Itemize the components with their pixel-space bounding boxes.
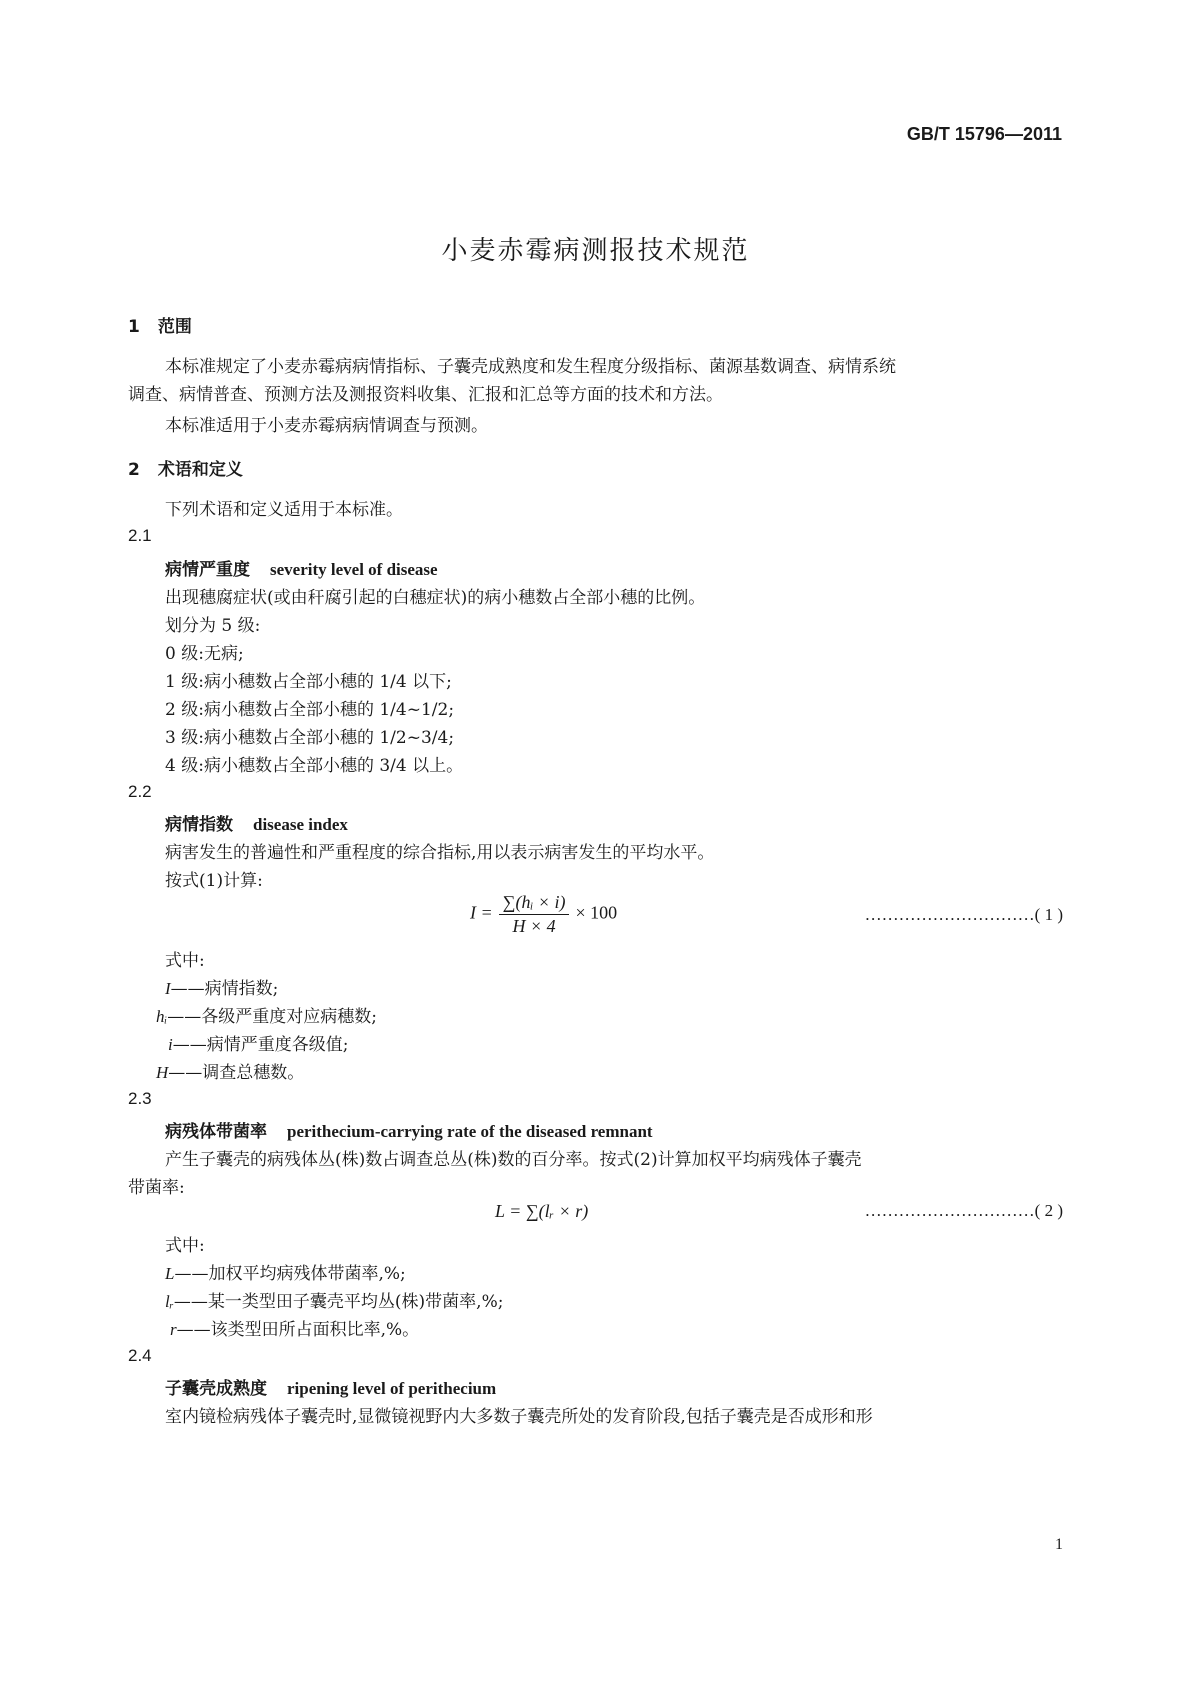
section-2-heading [128,455,243,480]
formula-numerator: ∑(hᵢ × i) [499,892,570,915]
term-english: ripening level of perithecium [287,1379,497,1398]
list-item: 4 级:病小穗数占全部小穗的 3/4 以上。 [165,756,464,776]
variable-definition [156,1002,377,1027]
term-heading [165,1374,496,1399]
paragraph: 本标准规定了小麦赤霉病病情指标、子囊壳成熟度和发生程度分级指标、菌源基数调查、病情系统 [165,357,896,377]
term-english: perithecium-carrying rate of the diseased remnant [287,1122,653,1141]
variable-symbol: hᵢ [156,1007,168,1026]
section-title: 术语和定义 [157,460,243,480]
equation-number: …………………………( 2 ) [864,1201,1063,1220]
term-english: severity level of disease [270,560,438,579]
formula-lhs: I = [470,902,493,923]
variable-definition [165,1287,503,1312]
variable-definition [170,1315,419,1340]
list-item: 3 级:病小穗数占全部小穗的 1/2~3/4; [165,728,455,748]
clause-number: 2.3 [128,1089,152,1108]
section-title: 范围 [157,317,192,337]
page-number: 1 [1055,1536,1063,1553]
term-heading [165,555,438,580]
formula-denominator: H × 4 [512,916,556,936]
term-heading [165,1117,653,1142]
variable-definition [156,1058,304,1083]
variable-definition [165,974,278,999]
section-number: 2 [128,460,140,480]
variable-symbol: H [156,1063,169,1082]
standard-code: GB/T 15796—2011 [906,124,1062,144]
clause-number: 2.4 [128,1346,152,1365]
formula-1 [470,892,617,937]
clause-number: 2.1 [128,526,152,545]
variable-symbol: I [165,979,171,998]
variable-description: ——调查总穗数。 [168,1063,305,1083]
variable-description: ——各级严重度对应病穗数; [167,1007,377,1027]
definition: 出现穗腐症状(或由秆腐引起的白穗症状)的病小穗数占全部小穗的比例。 [165,588,706,608]
term-chinese: 病情指数 [165,815,233,835]
section-number: 1 [128,317,140,337]
list-item: 1 级:病小穗数占全部小穗的 1/4 以下; [165,672,452,692]
document-title: 小麦赤霉病测报技术规范 [441,236,750,266]
term-heading [165,810,348,835]
variable-symbol: r [170,1320,177,1339]
clause-number: 2.2 [128,782,152,801]
list-item: 0 级:无病; [165,644,244,664]
variable-description: ——某一类型田子囊壳平均丛(株)带菌率,%; [173,1292,504,1312]
definition: 产生子囊壳的病残体丛(株)数占调查总丛(株)数的百分率。按式(2)计算加权平均病残体子囊壳 [165,1150,862,1170]
paragraph: 按式(1)计算: [165,871,263,891]
definition: 带菌率: [128,1178,185,1198]
variable-description: ——该类型田所占面积比率,%。 [176,1320,420,1340]
variable-definition [165,1259,406,1284]
paragraph: 下列术语和定义适用于本标准。 [165,500,403,520]
where-label: 式中: [165,951,205,971]
where-label: 式中: [165,1236,205,1256]
variable-symbol: i [168,1035,173,1054]
paragraph: 划分为 5 级: [165,616,261,636]
variable-definition [168,1030,348,1055]
formula-2: L = ∑(lᵣ × r) [495,1201,589,1221]
definition: 室内镜检病残体子囊壳时,显微镜视野内大多数子囊壳所处的发育阶段,包括子囊壳是否成形和形 [165,1407,873,1427]
variable-description: ——病情严重度各级值; [172,1035,349,1055]
term-chinese: 病残体带菌率 [165,1122,267,1142]
variable-symbol: lᵣ [165,1292,174,1311]
variable-symbol: L [165,1264,175,1283]
formula-fraction [499,892,570,937]
equation-number: …………………………( 1 ) [864,905,1063,924]
paragraph: 本标准适用于小麦赤霉病病情调查与预测。 [165,416,488,436]
formula-rhs: × 100 [575,902,618,923]
term-chinese: 病情严重度 [165,560,250,580]
variable-description: ——加权平均病残体带菌率,%; [174,1264,406,1284]
list-item: 2 级:病小穗数占全部小穗的 1/4~1/2; [165,700,455,720]
term-english: disease index [253,815,348,834]
section-1-heading [128,312,192,337]
term-chinese: 子囊壳成熟度 [165,1379,267,1399]
definition: 病害发生的普遍性和严重程度的综合指标,用以表示病害发生的平均水平。 [165,843,715,863]
paragraph: 调查、病情普查、预测方法及测报资料收集、汇报和汇总等方面的技术和方法。 [128,385,723,405]
variable-description: ——病情指数; [170,979,279,999]
